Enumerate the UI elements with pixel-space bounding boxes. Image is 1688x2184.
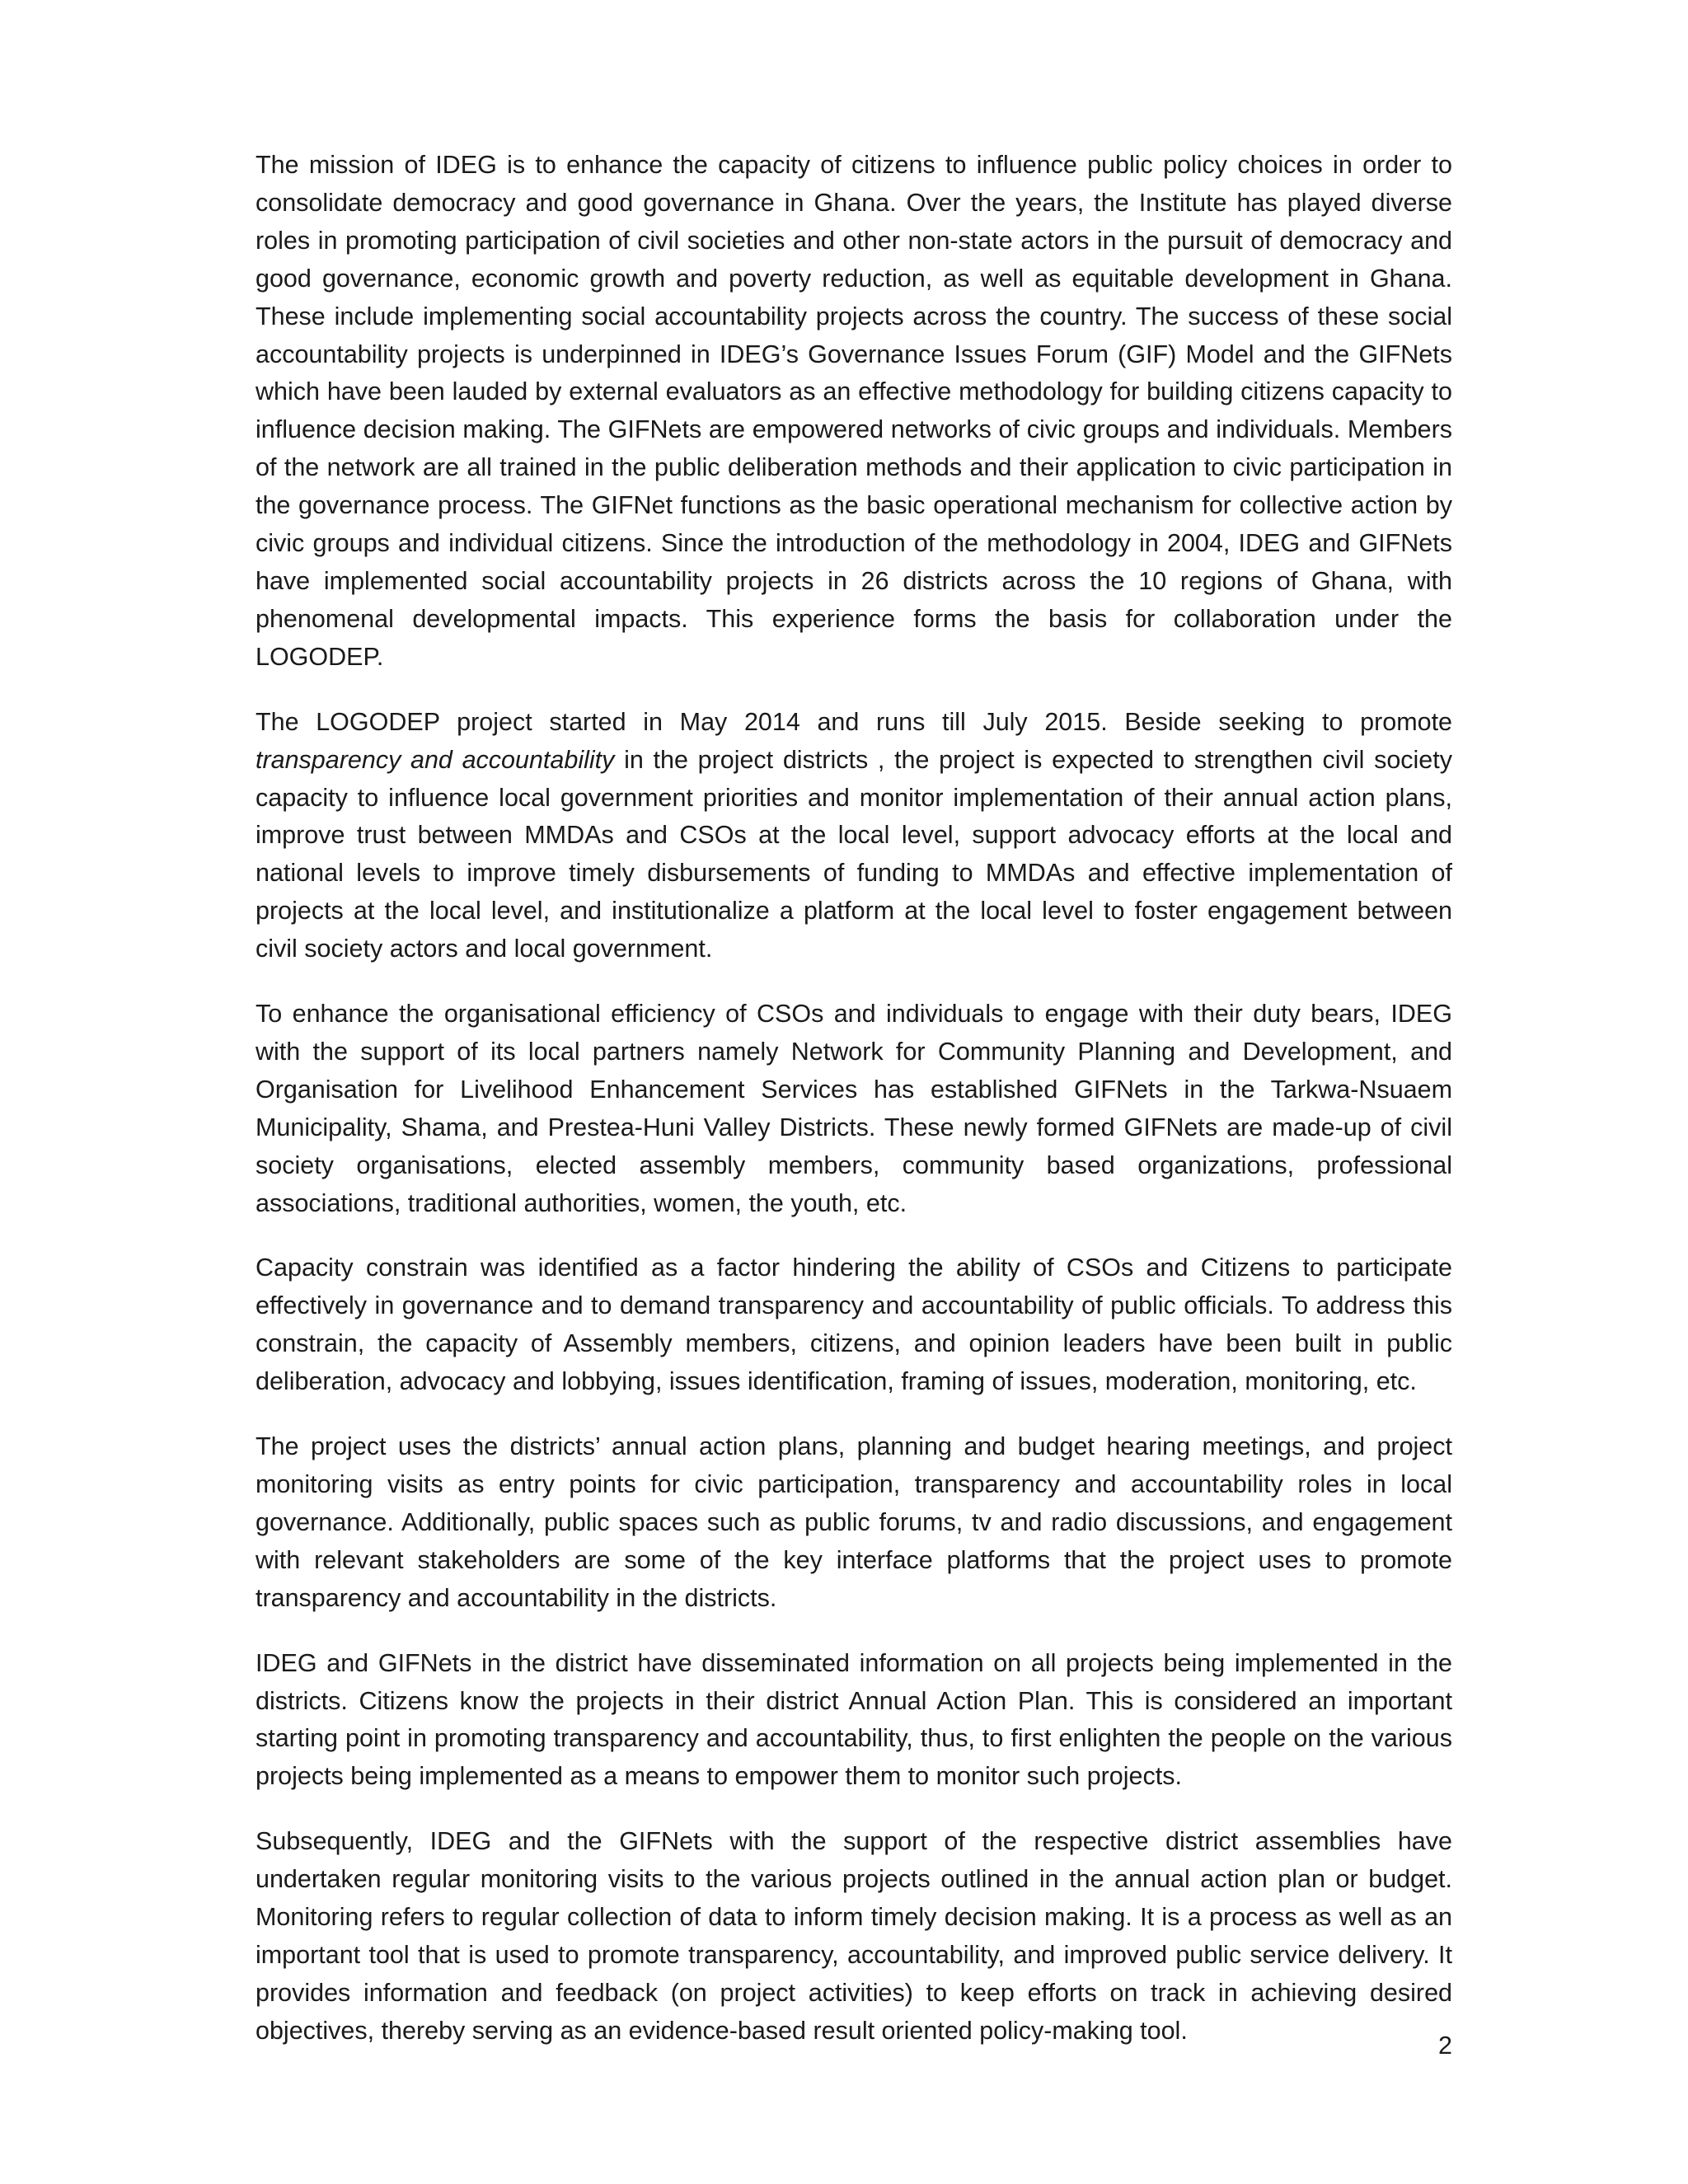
paragraph-information-dissemination: IDEG and GIFNets in the district have disseminated information on all projects being implemented in the districts. Citizens know the projects in their district Annual Action Plan. This is considered an important starting point in promoting transparency and accountability, thus, to first enlighten the people on the various projects being implemented as a means to empower them to monitor such projects. — [256, 1648, 1452, 1791]
paragraph-logodep-text-end: in the project districts , the project is expected to strengthen civil society capacity to influence local government priorities and monitor implementation of their annual action plans, improve trust between MMDAs and CSOs at the local level, support advocacy efforts at the local and national levels to improve timely disbursements of funding to MMDAs and effective implementation of projects at the local level, and institutionalize a platform at the local level to foster engagement between civil society actors and local government. — [256, 745, 1452, 963]
paragraph-logodep-text-start: The LOGODEP project started in May 2014 and runs till July 2015. Beside seeking to promote — [256, 707, 1452, 736]
paragraph-capacity-constrain: Capacity constrain was identified as a factor hindering the ability of CSOs and Citizens to participate effectively in governance and to demand transparency and accountability of public officials. To address this constrain, the capacity of Assembly members, citizens, and opinion leaders have been built in public deliberation, advocacy and lobbying, issues identification, framing of issues, moderation, monitoring, etc. — [256, 1254, 1452, 1396]
paragraph-monitoring-visits: Subsequently, IDEG and the GIFNets with the support of the respective district assemblies have undertaken regular monitoring visits to the various projects outlined in the annual action plan or budget. Monitoring refers to regular collection of data to inform timely decision making. It is a process as well as an important tool that is used to promote transparency, accountability, and improved public service delivery. It provides information and feedback (on project activities) to keep efforts on track in achieving desired objectives, thereby serving as an evidence-based result oriented policy-making tool. — [256, 1827, 1452, 2045]
paragraph-logodep-project — [256, 704, 1452, 968]
paragraph-project-entry-points: The project uses the districts’ annual action plans, planning and budget hearing meetings, and project monitoring visits as entry points for civic participation, transparency and accountability roles in local governance. Additionally, public spaces such as public forums, tv and radio discussions, and engagement with relevant stakeholders are some of the key interface platforms that the project uses to promote transparency and accountability in the districts. — [256, 1432, 1452, 1612]
paragraph-ideg-mission: The mission of IDEG is to enhance the capacity of citizens to influence public policy choices in order to consolidate democracy and good governance in Ghana. Over the years, the Institute has played diverse roles in promoting participation of civil societies and other non-state actors in the pursuit of democracy and good governance, economic growth and poverty reduction, as well as equitable development in Ghana. These include implementing social accountability projects across the country. The success of these social accountability projects is underpinned in IDEG’s Governance Issues Forum (GIF) Model and the GIFNets which have been lauded by external evaluators as an effective methodology for building citizens capacity to influence decision making. The GIFNets are empowered networks of civic groups and individuals. Members of the network are all trained in the public deliberation methods and their application to civic participation in the governance process. The GIFNet functions as the basic operational mechanism for collective action by civic groups and individual citizens. Since the introduction of the methodology in 2004, IDEG and GIFNets have implemented social accountability projects in 26 districts across the 10 regions of Ghana, with phenomenal developmental impacts. This experience forms the basis for collaboration under the LOGODEP. — [256, 151, 1452, 671]
paragraph-logodep-emphasis: transparency and accountability — [256, 745, 615, 774]
paragraph-gifnets-established: To enhance the organisational efficiency of CSOs and individuals to engage with their duty bears, IDEG with the support of its local partners namely Network for Community Planning and Development, and Organisation for Livelihood Enhancement Services has established GIFNets in the Tarkwa-Nsuaem Municipality, Shama, and Prestea-Huni Valley Districts. These newly formed GIFNets are made-up of civil society organisations, elected assembly members, community based organizations, professional associations, traditional authorities, women, the youth, etc. — [256, 1000, 1452, 1217]
page-number: 2 — [1438, 2032, 1452, 2060]
document-body — [256, 147, 1452, 2078]
